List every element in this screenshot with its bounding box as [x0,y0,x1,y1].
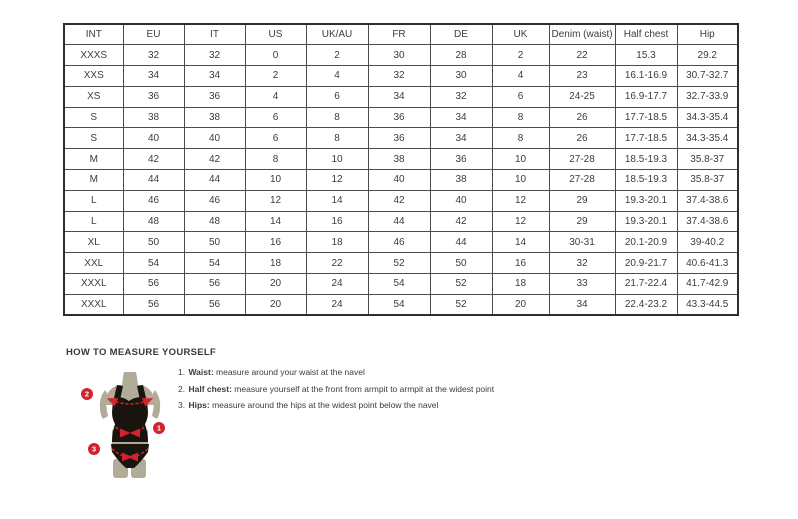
table-cell: 34 [368,86,430,107]
table-cell: 29 [549,211,615,232]
table-cell: 38 [430,170,492,191]
table-cell: 6 [245,128,306,149]
table-cell: 50 [184,232,245,253]
column-header: UK [492,24,549,45]
table-cell: 20.9-21.7 [615,253,677,274]
table-cell: 44 [430,232,492,253]
table-cell: S [64,128,123,149]
table-cell: 37.4-38.6 [677,211,738,232]
column-header: FR [368,24,430,45]
table-row [64,294,738,315]
table-cell: 14 [306,190,368,211]
table-cell: 36 [430,149,492,170]
table-cell: 32 [430,86,492,107]
table-cell: 42 [184,149,245,170]
table-cell: 16 [306,211,368,232]
table-row [64,211,738,232]
figure-badge-hips [88,443,100,455]
table-cell: 30.7-32.7 [677,66,738,87]
table-cell: 16.9-17.7 [615,86,677,107]
table-cell: 22.4-23.2 [615,294,677,315]
table-cell: 4 [306,66,368,87]
badge-chest-number: 2 [84,389,90,399]
table-cell: 34 [549,294,615,315]
table-cell: M [64,149,123,170]
table-cell: S [64,107,123,128]
table-cell: 37.4-38.6 [677,190,738,211]
column-header: IT [184,24,245,45]
table-row [64,253,738,274]
table-cell: L [64,211,123,232]
size-table-body [64,45,738,315]
table-cell: 18 [245,253,306,274]
bodice [112,397,148,442]
table-cell: 56 [123,274,184,295]
table-cell: 16.1-16.9 [615,66,677,87]
table-cell: 18 [492,274,549,295]
table-cell: 54 [123,253,184,274]
table-cell: 48 [184,211,245,232]
table-row [64,107,738,128]
step-text: measure yourself at the front from armpit to armpit at the widest point [231,383,495,394]
table-row [64,149,738,170]
table-cell: 4 [492,66,549,87]
table-cell: 14 [492,232,549,253]
table-cell: 40.6-41.3 [677,253,738,274]
step-label: Hips: [188,400,210,410]
table-cell: 18.5-19.3 [615,170,677,191]
column-header: US [245,24,306,45]
table-cell: 40 [123,128,184,149]
table-cell: 20 [492,294,549,315]
table-cell: 29.2 [677,45,738,66]
table-cell: 42 [430,211,492,232]
table-cell: 36 [368,128,430,149]
column-header: UK/AU [306,24,368,45]
table-cell: 35.8-37 [677,170,738,191]
table-cell: 6 [492,86,549,107]
table-cell: 56 [184,274,245,295]
badge-waist-number: 1 [156,423,162,433]
step-text: measure around the hips at the widest point below the navel [209,400,439,410]
table-cell: 8 [492,128,549,149]
table-cell: M [64,170,123,191]
table-cell: 38 [123,107,184,128]
table-cell: 15.3 [615,45,677,66]
table-cell: 52 [430,294,492,315]
table-cell: 35.8-37 [677,149,738,170]
badge-hips-number: 3 [91,444,97,454]
table-cell: 12 [245,190,306,211]
table-row [64,190,738,211]
table-cell: 56 [184,294,245,315]
table-cell: 50 [123,232,184,253]
table-cell: 8 [245,149,306,170]
column-header: INT [64,24,123,45]
table-cell: 6 [306,86,368,107]
table-row [64,45,738,66]
table-cell: 24 [306,294,368,315]
table-cell: XXXL [64,294,123,315]
table-cell: 16 [245,232,306,253]
column-header: Hip [677,24,738,45]
table-cell: XL [64,232,123,253]
table-cell: 18 [306,232,368,253]
table-cell: 17.7-18.5 [615,107,677,128]
table-cell: 10 [245,170,306,191]
table-cell: 50 [430,253,492,274]
table-cell: 32 [123,45,184,66]
table-cell: 30-31 [549,232,615,253]
table-cell: 42 [123,149,184,170]
table-cell: 12 [492,190,549,211]
table-cell: 30 [430,66,492,87]
table-cell: 48 [123,211,184,232]
table-cell: 20.1-20.9 [615,232,677,253]
table-cell: XXXS [64,45,123,66]
table-row [64,128,738,149]
table-cell: 42 [368,190,430,211]
table-cell: 30 [368,45,430,66]
figure-badge-chest [81,388,93,400]
column-header: DE [430,24,492,45]
column-header: Half chest [615,24,677,45]
table-cell: 39-40.2 [677,232,738,253]
table-cell: 20 [245,294,306,315]
table-cell: 41.7-42.9 [677,274,738,295]
table-cell: XXL [64,253,123,274]
table-row [64,170,738,191]
table-cell: L [64,190,123,211]
table-cell: 22 [549,45,615,66]
table-cell: 10 [492,170,549,191]
table-cell: 32.7-33.9 [677,86,738,107]
table-cell: 10 [306,149,368,170]
table-cell: 43.3-44.5 [677,294,738,315]
table-cell: 32 [184,45,245,66]
table-cell: 24-25 [549,86,615,107]
table-cell: 0 [245,45,306,66]
size-table-section [63,23,737,316]
table-cell: 36 [184,86,245,107]
table-cell: 19.3-20.1 [615,190,677,211]
measure-steps [178,368,494,418]
figure-badge-waist [153,422,165,434]
mannequin-illustration [78,370,178,485]
step-text: measure around your waist at the navel [213,367,365,377]
step-label: Half chest: [188,383,232,394]
table-row [64,66,738,87]
table-cell: 6 [245,107,306,128]
table-cell: 19.3-20.1 [615,211,677,232]
table-cell: 34.3-35.4 [677,107,738,128]
table-cell: 52 [430,274,492,295]
table-cell: 2 [306,45,368,66]
step-label: Waist: [188,367,214,377]
measure-step [178,385,494,394]
table-cell: 16 [492,253,549,274]
table-cell: 36 [368,107,430,128]
table-cell: 40 [184,128,245,149]
table-cell: 27-28 [549,170,615,191]
table-row [64,274,738,295]
column-header: Denim (waist) [549,24,615,45]
table-cell: 54 [368,274,430,295]
table-cell: 21.7-22.4 [615,274,677,295]
step-number: 1. [178,367,186,377]
table-row [64,86,738,107]
table-cell: 33 [549,274,615,295]
table-cell: 28 [430,45,492,66]
table-cell: 56 [123,294,184,315]
measure-section-heading: HOW TO MEASURE YOURSELF [66,347,217,358]
measure-step [178,368,494,377]
table-cell: 27-28 [549,149,615,170]
table-cell: 40 [430,190,492,211]
table-cell: 32 [549,253,615,274]
table-cell: 8 [306,128,368,149]
table-cell: 54 [368,294,430,315]
table-cell: 44 [123,170,184,191]
table-cell: 38 [184,107,245,128]
table-cell: 46 [184,190,245,211]
table-cell: 54 [184,253,245,274]
table-cell: 46 [123,190,184,211]
table-cell: 26 [549,128,615,149]
table-cell: 12 [306,170,368,191]
table-cell: 40 [368,170,430,191]
table-cell: 23 [549,66,615,87]
table-cell: 44 [184,170,245,191]
table-cell: 14 [245,211,306,232]
measure-step [178,401,494,410]
column-header: EU [123,24,184,45]
table-cell: 36 [123,86,184,107]
table-cell: 22 [306,253,368,274]
table-cell: 29 [549,190,615,211]
table-cell: 8 [306,107,368,128]
step-number: 2. [178,383,186,394]
table-cell: 46 [368,232,430,253]
table-cell: XXXL [64,274,123,295]
table-cell: 24 [306,274,368,295]
table-cell: 38 [368,149,430,170]
table-cell: 18.5-19.3 [615,149,677,170]
table-cell: 2 [492,45,549,66]
table-cell: XS [64,86,123,107]
table-cell: 52 [368,253,430,274]
table-cell: XXS [64,66,123,87]
table-cell: 26 [549,107,615,128]
step-number: 3. [178,400,186,410]
table-cell: 2 [245,66,306,87]
size-table-header-row [64,24,738,45]
table-cell: 8 [492,107,549,128]
table-cell: 34 [430,107,492,128]
table-cell: 34.3-35.4 [677,128,738,149]
table-cell: 34 [123,66,184,87]
table-row [64,232,738,253]
table-cell: 34 [184,66,245,87]
table-cell: 44 [368,211,430,232]
table-cell: 4 [245,86,306,107]
table-cell: 20 [245,274,306,295]
table-cell: 34 [430,128,492,149]
size-conversion-table [63,23,739,316]
table-cell: 32 [368,66,430,87]
measurement-figure [78,370,178,485]
table-cell: 17.7-18.5 [615,128,677,149]
table-cell: 10 [492,149,549,170]
table-cell: 12 [492,211,549,232]
